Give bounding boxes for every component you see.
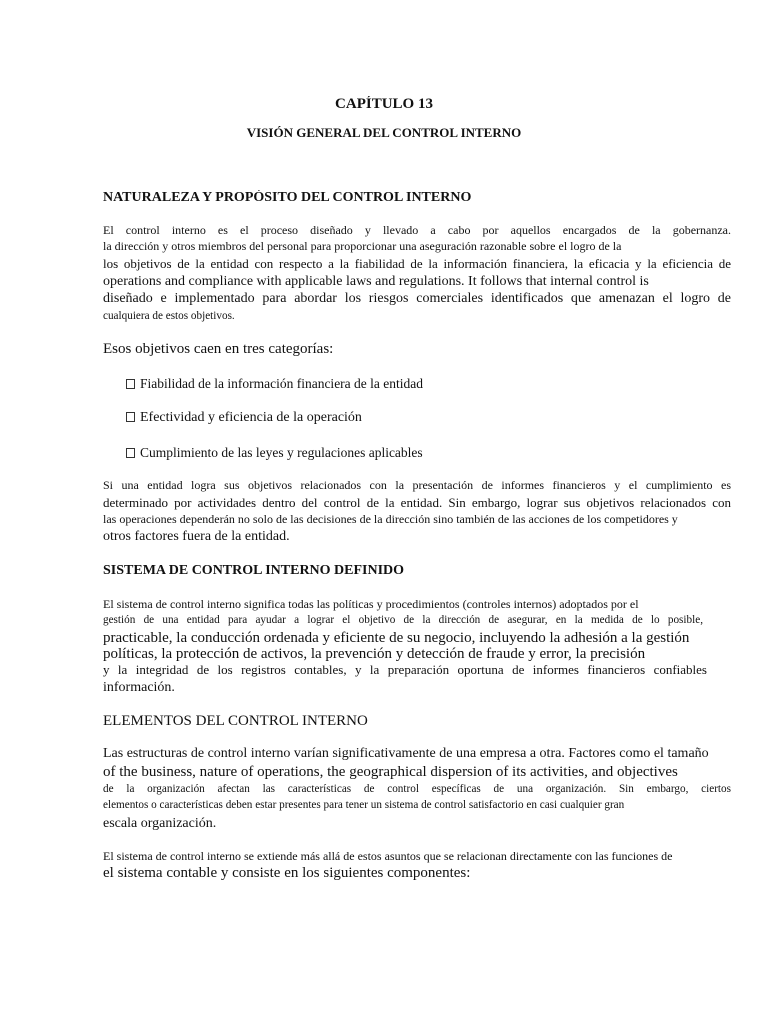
paragraph-line: gestión de una entidad para ayudar a lograr el objetivo de la dirección de asegurar, en la medida de lo posible, <box>103 614 703 626</box>
paragraph-line: información. <box>103 680 175 695</box>
paragraph-line: otros factores fuera de la entidad. <box>103 529 290 544</box>
chapter-title: CAPÍTULO 13 <box>335 96 433 112</box>
paragraph-line: elementos o características deben estar presentes para tener un sistema de control satisfactorio en casi cualquier gran <box>103 799 625 811</box>
paragraph-line: y la integridad de los registros contables, y la preparación oportuna de informes financieros confiables <box>103 663 707 677</box>
paragraph-line: escala organización. <box>103 816 217 831</box>
section-heading-system: SISTEMA DE CONTROL INTERNO DEFINIDO <box>103 563 405 578</box>
paragraph-line: El control interno es el proceso diseñado y llevado a cabo por aquellos encargados de la gobernanza. <box>103 224 731 237</box>
paragraph-line: of the business, nature of operations, the geographical dispersion of its activities, and objectives <box>103 764 678 780</box>
checkbox-glyph-icon <box>126 412 135 422</box>
paragraph-line: determinado por actividades dentro del control de la entidad. Sin embargo, lograr sus objetivos relacionados con <box>103 496 731 510</box>
paragraph-line: El sistema de control interno se extiende más allá de estos asuntos que se relacionan directamente con las funciones de <box>103 850 673 863</box>
list-item <box>126 445 423 461</box>
list-item-text: Cumplimiento de las leyes y regulaciones aplicables <box>140 445 423 460</box>
section-heading-nature: NATURALEZA Y PROPÓSITO DEL CONTROL INTERNO <box>103 190 472 205</box>
paragraph-line: el sistema contable y consiste en los siguientes componentes: <box>103 865 471 881</box>
chapter-subtitle: VISIÓN GENERAL DEL CONTROL INTERNO <box>246 126 522 140</box>
paragraph-line: Si una entidad logra sus objetivos relacionados con la presentación de informes financieros y el cumplimiento es <box>103 479 731 492</box>
section-heading-elements: ELEMENTOS DEL CONTROL INTERNO <box>103 713 368 729</box>
paragraph-line: El sistema de control interno significa todas las políticas y procedimientos (controles internos) adoptados por el <box>103 598 639 611</box>
checkbox-glyph-icon <box>126 448 135 458</box>
paragraph-line: diseñado e implementado para abordar los riesgos comerciales identificados que amenazan el logro de <box>103 291 731 306</box>
list-item-text: Efectividad y eficiencia de la operación <box>140 410 362 425</box>
paragraph-line: las operaciones dependerán no solo de las decisiones de la dirección sino también de las acciones de los competidores y <box>103 513 678 526</box>
paragraph-line: cualquiera de estos objetivos. <box>103 310 235 322</box>
paragraph-line: de la organización afectan las características de control específicas de una organización. Sin embargo, ciertos <box>103 783 731 795</box>
paragraph-line: políticas, la protección de activos, la prevención y detección de fraude y error, la precisión <box>103 646 646 662</box>
paragraph-line: practicable, la conducción ordenada y eficiente de su negocio, incluyendo la adhesión a la gestión <box>103 630 690 646</box>
paragraph-line: la dirección y otros miembros del personal para proporcionar una aseguración razonable sobre el logro de la <box>103 240 622 253</box>
categories-intro: Esos objetivos caen en tres categorías: <box>103 341 334 357</box>
paragraph-line: Las estructuras de control interno varían significativamente de una empresa a otra. Factores como el tamaño <box>103 746 709 761</box>
list-item <box>126 410 362 426</box>
checkbox-glyph-icon <box>126 379 135 389</box>
paragraph-line: los objetivos de la entidad con respecto a la fiabilidad de la información financiera, la eficacia y la eficiencia de <box>103 257 731 271</box>
list-item-text: Fiabilidad de la información financiera de la entidad <box>140 376 424 391</box>
list-item <box>126 376 423 392</box>
paragraph-line: operations and compliance with applicable laws and regulations. It follows that internal control is <box>103 274 649 289</box>
